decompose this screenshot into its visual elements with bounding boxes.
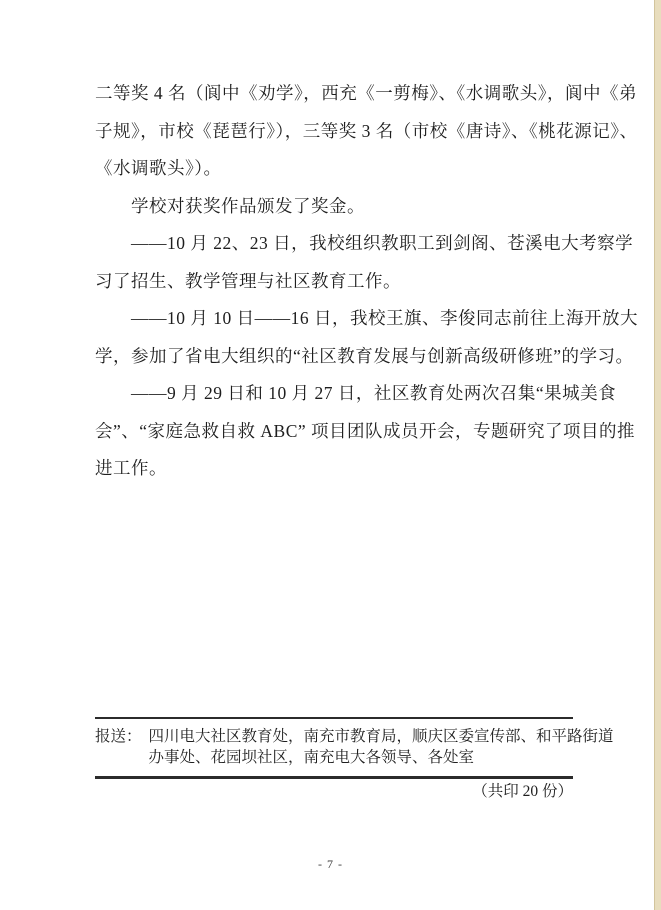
distribution-block xyxy=(95,717,614,779)
body-text-block xyxy=(95,75,638,488)
distribution-label: 报送： xyxy=(95,728,142,745)
body-line: 习了招生、教学管理与社区教育工作。 xyxy=(95,270,401,291)
distribution-line: 办事处、花园坝社区，南充电大各领导、各处室 xyxy=(148,749,475,766)
copies-note: （共印 20 份） xyxy=(472,783,573,800)
body-line: ——9 月 29 日和 10 月 27 日，社区教育处两次召集“果城美食 xyxy=(131,383,617,403)
body-line: 学，参加了省电大组织的“社区教育发展与创新高级研修班”的学习。 xyxy=(95,345,634,366)
body-line: 《水调歌头》）。 xyxy=(95,158,222,178)
page-number: - 7 - xyxy=(318,857,343,871)
body-line: 二等奖 4 名（阆中《劝学》，西充《一剪梅》、《水调歌头》，阆中《弟 xyxy=(95,83,637,103)
body-line: ——10 月 10 日——16 日，我校王旗、李俊同志前往上海开放大 xyxy=(131,308,638,328)
body-line: 子规》，市校《琵琶行》），三等奖 3 名（市校《唐诗》、《桃花源记》、 xyxy=(95,120,638,141)
body-line: ——10 月 22、23 日，我校组织教职工到剑阁、苍溪电大考察学 xyxy=(131,233,634,253)
body-line: 进工作。 xyxy=(95,458,167,478)
scan-edge-strip xyxy=(654,0,661,910)
body-line: 会”、“家庭急救自救 ABC” 项目团队成员开会，专题研究了项目的推 xyxy=(95,420,636,441)
body-line: 学校对获奖作品颁发了奖金。 xyxy=(131,195,365,216)
distribution-line: 四川电大社区教育处，南充市教育局，顺庆区委宣传部、和平路街道 xyxy=(148,728,614,745)
distribution-recipients xyxy=(149,726,614,768)
